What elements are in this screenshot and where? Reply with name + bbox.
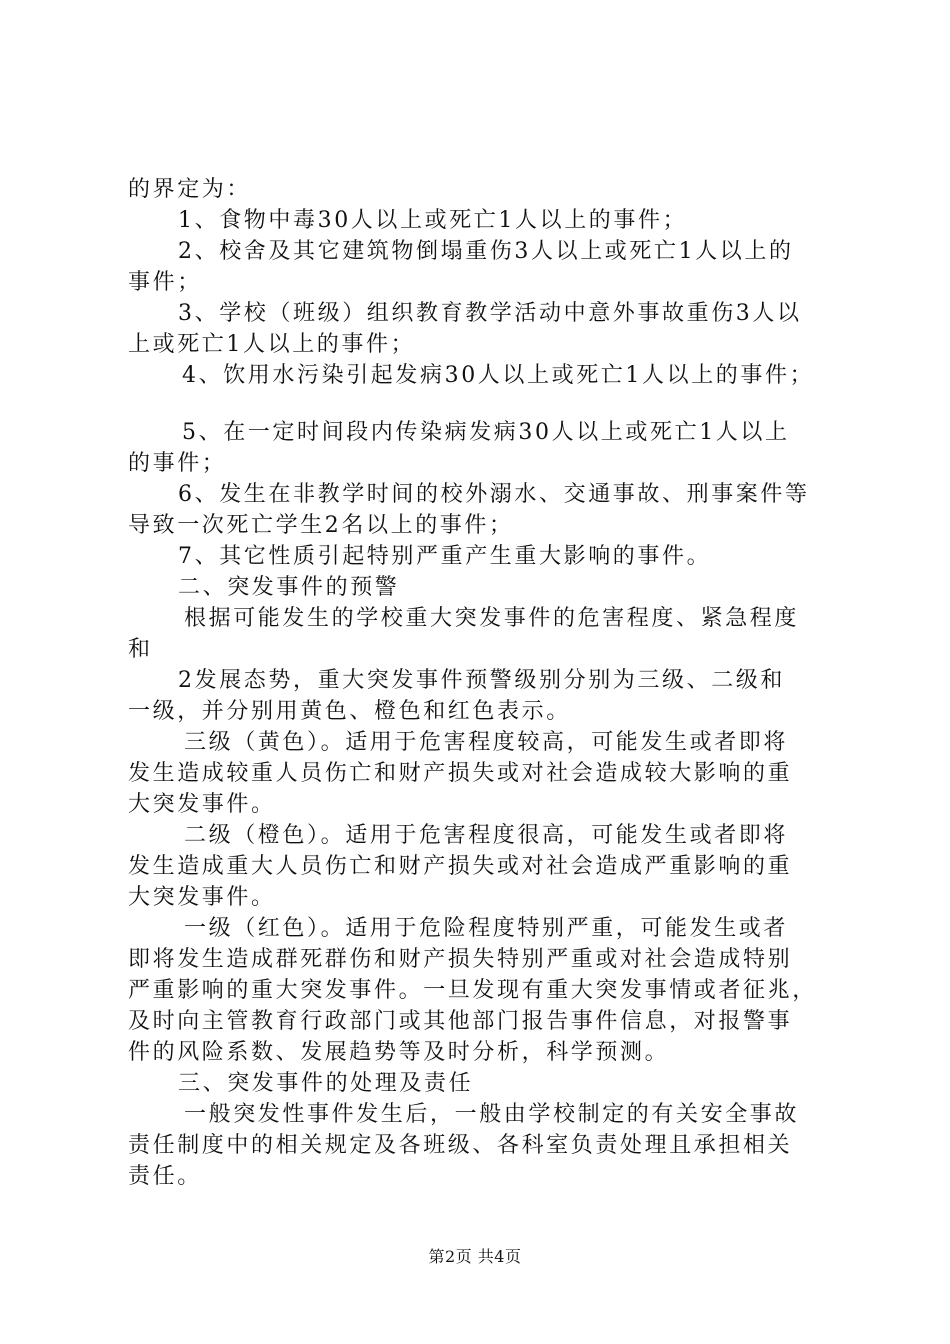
list-item-6: 6、发生在非教学时间的校外溺水、交通事故、刑事案件等 [178, 482, 810, 507]
paragraph-line: 一般突发性事件发生后，一般由学校制定的有关安全事故 [184, 1102, 800, 1127]
paragraph-line: 和 [128, 637, 153, 662]
paragraph-line: 发生造成重大人员伤亡和财产损失或对社会造成严重影响的重 [128, 854, 793, 879]
list-item-4: 4、饮用水污染引起发病30人以上或死亡1人以上的事件； [182, 363, 815, 388]
paragraph-level-two: 二级（橙色）。适用于危害程度很高，可能发生或者即将 [184, 823, 789, 848]
list-item-5-continued: 的事件； [128, 451, 227, 476]
list-item-6-continued: 导致一次死亡学生2名以上的事件； [128, 513, 514, 538]
paragraph-line: 严重影响的重大突发事件。一旦发现有重大突发事情或者征兆， [128, 978, 817, 1003]
list-item-3: 3、学校（班级）组织教育教学活动中意外事故重伤3人以 [178, 301, 802, 326]
paragraph-line: 的界定为： [128, 177, 252, 202]
document-body [128, 174, 833, 1192]
paragraph-line: 即将发生造成群死群伤和财产损失特别严重或对社会造成特别 [128, 947, 793, 972]
paragraph-level-three: 三级（黄色）。适用于危害程度较高，可能发生或者即将 [184, 730, 789, 755]
section-heading-handling: 三、突发事件的处理及责任 [178, 1071, 474, 1096]
list-item-7: 7、其它性质引起特别严重产生重大影响的事件。 [178, 544, 712, 569]
paragraph-line: 大突发事件。 [128, 885, 276, 910]
list-item-5: 5、在一定时间段内传染病发病30人以上或死亡1人以上 [182, 420, 790, 445]
paragraph-line: 根据可能发生的学校重大突发事件的危害程度、紧急程度 [184, 606, 800, 631]
list-item-2-continued: 事件； [128, 270, 202, 295]
paragraph-line: 及时向主管教育行政部门或其他部门报告事件信息，对报警事 [128, 1009, 793, 1034]
paragraph-line: 2发展态势，重大突发事件预警级别分别为三级、二级和 [178, 668, 785, 693]
paragraph-line: 大突发事件。 [128, 792, 276, 817]
blank-line [128, 391, 833, 417]
paragraph-line: 一级，并分别用黄色、橙色和红色表示。 [128, 699, 571, 724]
list-item-2: 2、校舍及其它建筑物倒塌重伤3人以上或死亡1人以上的 [178, 239, 794, 264]
paragraph-line: 件的风险系数、发展趋势等及时分析，科学预测。 [128, 1040, 670, 1065]
paragraph-line: 责任制度中的相关规定及各班级、各科室负责处理且承担相关 [128, 1133, 793, 1158]
paragraph-line: 责任。 [128, 1164, 202, 1189]
section-heading-warning: 二、突发事件的预警 [178, 575, 400, 600]
list-item-3-continued: 上或死亡1人以上的事件； [128, 332, 416, 357]
list-item-1: 1、食物中毒30人以上或死亡1人以上的事件； [178, 208, 688, 233]
page-number-footer: 第2页 共4页 [428, 1247, 522, 1266]
paragraph-level-one: 一级（红色）。适用于危险程度特别严重，可能发生或者 [184, 916, 789, 941]
paragraph-line: 发生造成较重人员伤亡和财产损失或对社会造成较大影响的重 [128, 761, 793, 786]
